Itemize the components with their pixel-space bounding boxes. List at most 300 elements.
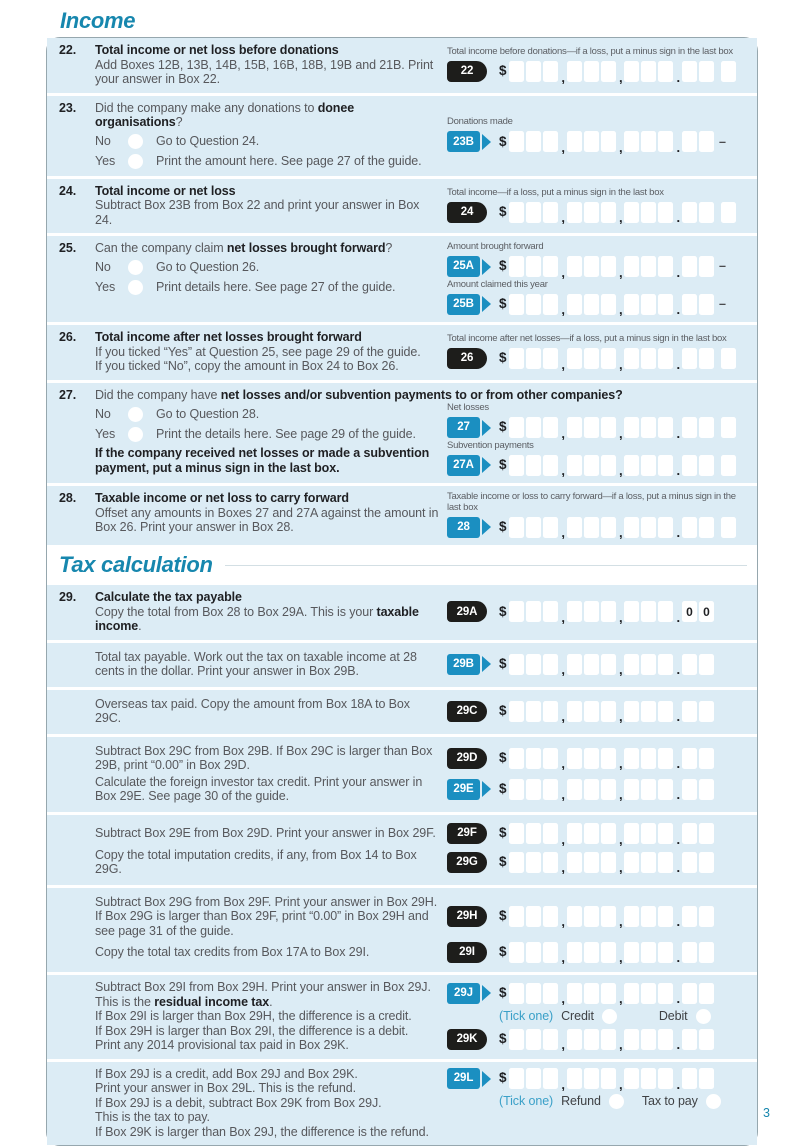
digit-box[interactable] [543, 131, 558, 152]
digit-box[interactable] [543, 779, 558, 800]
digit-box[interactable] [567, 748, 582, 769]
digit-box[interactable] [641, 654, 656, 675]
comma-separator: , [561, 860, 565, 875]
digit-box[interactable] [624, 131, 639, 152]
digit-box[interactable] [624, 942, 639, 963]
digit-box[interactable] [641, 131, 656, 152]
question-desc: Subtract Box 23B from Box 22 and print your answer in Box 24. [95, 198, 420, 227]
digit-box[interactable] [584, 701, 599, 722]
digit-box[interactable] [543, 455, 558, 476]
digit-box[interactable] [682, 348, 697, 369]
digit-box[interactable] [601, 1029, 616, 1050]
digit-box[interactable] [658, 1068, 673, 1089]
digit-box[interactable] [699, 852, 714, 873]
digit-box[interactable] [509, 294, 524, 315]
box-tag-27a: 27A [447, 455, 480, 476]
digit-box[interactable] [641, 256, 656, 277]
digit-box[interactable] [584, 256, 599, 277]
digit-box[interactable] [601, 942, 616, 963]
digit-box[interactable] [526, 455, 541, 476]
option-yes-text: Print details here. See page 27 of the guide. [156, 280, 396, 295]
digit-box[interactable] [567, 701, 582, 722]
digit-box[interactable] [584, 61, 599, 82]
digit-box[interactable] [526, 294, 541, 315]
digit-box[interactable] [624, 983, 639, 1004]
option-no-label: No [95, 260, 111, 275]
box-tag-29a: 29A [447, 601, 487, 622]
row-29f-29g [47, 815, 757, 885]
comma-separator: , [561, 264, 565, 280]
row-29b [47, 643, 757, 687]
decimal-point: . [676, 302, 680, 317]
digit-box[interactable] [601, 701, 616, 722]
question-title: Total income after net losses brought forward [95, 330, 362, 344]
digit-box[interactable] [699, 983, 714, 1004]
digit-box[interactable] [658, 983, 673, 1004]
digit-box[interactable] [509, 455, 524, 476]
digit-box[interactable] [699, 294, 714, 315]
digit-box[interactable] [543, 852, 558, 873]
digit-box[interactable] [682, 294, 697, 315]
digit-box[interactable] [526, 654, 541, 675]
digit-box[interactable] [658, 61, 673, 82]
comma-separator: , [618, 139, 623, 155]
checkbox-tax-to-pay[interactable] [706, 1094, 721, 1109]
checkbox-yes[interactable] [128, 427, 143, 442]
digit-box[interactable] [641, 601, 656, 622]
digit-box[interactable] [584, 823, 599, 844]
digit-box[interactable] [624, 601, 639, 622]
digit-box[interactable] [584, 131, 599, 152]
digit-box[interactable] [624, 701, 639, 722]
digit-box[interactable] [584, 779, 599, 800]
dollar-sign: $ [499, 603, 507, 619]
digit-box[interactable] [567, 417, 582, 438]
digit-box[interactable] [658, 1029, 673, 1050]
digit-box[interactable] [601, 294, 616, 315]
digit-box[interactable] [601, 202, 616, 223]
digit-box[interactable] [658, 823, 673, 844]
digit-box[interactable] [658, 654, 673, 675]
digit-box[interactable] [601, 983, 616, 1004]
digit-box[interactable] [601, 417, 616, 438]
digit-box[interactable] [682, 906, 697, 927]
option-yes [95, 426, 439, 442]
checkbox-no[interactable] [128, 134, 143, 149]
digit-box[interactable] [699, 131, 714, 152]
tax-heading-text: Tax calculation [59, 552, 213, 577]
comma-separator: , [618, 709, 623, 724]
digit-box[interactable] [624, 1029, 639, 1050]
minus-sign-box[interactable] [721, 455, 736, 476]
digit-box[interactable] [509, 823, 524, 844]
digit-box[interactable] [509, 701, 524, 722]
row-29j-29k [47, 975, 757, 1059]
option-no-label: No [95, 406, 111, 421]
digit-box[interactable] [624, 906, 639, 927]
minus-sign-box[interactable] [721, 202, 736, 223]
digit-box[interactable] [601, 601, 616, 622]
digit-box[interactable] [641, 906, 656, 927]
comma-separator: , [618, 787, 623, 802]
amount-row-29j [447, 982, 749, 1007]
digit-box[interactable] [526, 131, 541, 152]
digit-box[interactable] [584, 455, 599, 476]
digit-box[interactable] [543, 701, 558, 722]
amount-label: Amount brought forward [447, 241, 544, 252]
digit-box[interactable] [509, 61, 524, 82]
amount-label: Total income after net losses—if a loss, put a minus sign in the last box [447, 333, 727, 344]
checkbox-refund[interactable] [609, 1094, 624, 1109]
digit-box[interactable] [584, 748, 599, 769]
digit-box[interactable] [567, 779, 582, 800]
question-number: 29. [59, 590, 77, 604]
digit-box[interactable] [526, 517, 541, 538]
digit-box[interactable] [526, 983, 541, 1004]
digit-box[interactable] [543, 748, 558, 769]
digit-box[interactable] [526, 202, 541, 223]
digit-box[interactable] [658, 348, 673, 369]
arrow-right-icon [482, 420, 491, 436]
question-desc: If you ticked “Yes” at Question 25, see page 29 of the guide. [95, 344, 421, 359]
digit-box[interactable] [567, 348, 582, 369]
digit-box[interactable] [526, 417, 541, 438]
digit-box[interactable] [601, 823, 616, 844]
digit-box[interactable] [509, 852, 524, 873]
digit-box[interactable] [526, 256, 541, 277]
digit-box[interactable] [543, 348, 558, 369]
digit-box[interactable] [624, 748, 639, 769]
amount-row-29i [447, 941, 749, 963]
digit-box[interactable] [624, 294, 639, 315]
comma-separator: , [618, 609, 623, 625]
digit-box[interactable] [624, 779, 639, 800]
digit-box[interactable] [699, 906, 714, 927]
digit-box[interactable] [584, 852, 599, 873]
digit-box[interactable] [567, 823, 582, 844]
decimal-point: . [676, 139, 680, 155]
decimal-point: . [676, 463, 680, 478]
dollar-sign: $ [499, 655, 507, 671]
digit-box[interactable] [682, 256, 697, 277]
digit-box[interactable] [658, 779, 673, 800]
digit-box[interactable] [641, 1029, 656, 1050]
amount-label: Amount claimed this year [447, 278, 548, 290]
checkbox-no[interactable] [128, 407, 143, 422]
digit-box[interactable] [682, 131, 697, 152]
digit-box[interactable] [584, 517, 599, 538]
digit-box[interactable] [567, 983, 582, 1004]
dollar-sign: $ [499, 258, 507, 274]
digit-box[interactable] [624, 823, 639, 844]
question-26-row [47, 325, 757, 380]
digit-box[interactable] [601, 1068, 616, 1089]
digit-box[interactable] [699, 701, 714, 722]
digit-box[interactable] [658, 942, 673, 963]
digit-box[interactable] [624, 202, 639, 223]
digit-box[interactable] [682, 517, 697, 538]
checkbox-debit[interactable] [696, 1009, 711, 1024]
digit-box[interactable] [641, 417, 656, 438]
digit-box[interactable] [641, 455, 656, 476]
digit-box[interactable] [567, 601, 582, 622]
digit-box[interactable] [658, 455, 673, 476]
digit-box[interactable] [509, 779, 524, 800]
digit-box[interactable] [509, 906, 524, 927]
digit-box[interactable] [543, 823, 558, 844]
question-text: Can the company claim net losses brought forward? [95, 241, 393, 255]
digit-box[interactable] [601, 348, 616, 369]
digit-box[interactable] [682, 654, 697, 675]
digit-box[interactable] [641, 517, 656, 538]
digit-box[interactable] [641, 779, 656, 800]
digit-box[interactable] [641, 852, 656, 873]
digit-box[interactable]: 0 [699, 601, 714, 622]
amount-row-23b [447, 131, 749, 153]
digit-box[interactable] [543, 942, 558, 963]
question-desc: Add Boxes 12B, 13B, 14B, 15B, 16B, 18B, 19B and 21B. Print your answer in Box 22. [95, 57, 434, 86]
digit-box[interactable] [641, 701, 656, 722]
digit-box[interactable] [584, 294, 599, 315]
digit-box[interactable] [682, 852, 697, 873]
digit-box[interactable] [699, 256, 714, 277]
digit-box[interactable] [567, 906, 582, 927]
digit-box[interactable] [584, 654, 599, 675]
digit-box[interactable] [658, 701, 673, 722]
digit-box[interactable] [526, 61, 541, 82]
digit-box[interactable] [509, 256, 524, 277]
digit-box[interactable] [641, 61, 656, 82]
digit-box[interactable] [601, 852, 616, 873]
digit-box[interactable] [567, 942, 582, 963]
digit-box[interactable] [624, 455, 639, 476]
checkbox-yes[interactable] [128, 154, 143, 169]
digit-box[interactable] [699, 455, 714, 476]
digit-box[interactable] [526, 779, 541, 800]
digit-box[interactable] [658, 601, 673, 622]
digit-box[interactable] [682, 748, 697, 769]
digit-box[interactable] [699, 942, 714, 963]
digit-box[interactable] [699, 1029, 714, 1050]
digit-box[interactable] [682, 701, 697, 722]
digit-box[interactable] [699, 823, 714, 844]
digit-box[interactable] [526, 748, 541, 769]
digit-box[interactable] [601, 748, 616, 769]
arrow-right-icon [482, 457, 491, 473]
digit-box[interactable] [584, 942, 599, 963]
digit-box[interactable] [567, 131, 582, 152]
digit-box[interactable] [543, 256, 558, 277]
digit-box[interactable] [624, 654, 639, 675]
digit-box[interactable] [658, 906, 673, 927]
digit-box[interactable] [658, 202, 673, 223]
digit-box[interactable] [624, 1068, 639, 1089]
digit-box[interactable] [543, 654, 558, 675]
digit-box[interactable] [509, 417, 524, 438]
digit-box[interactable] [509, 983, 524, 1004]
digit-box[interactable] [658, 256, 673, 277]
digit-box[interactable] [526, 601, 541, 622]
digit-box[interactable] [699, 417, 714, 438]
digit-box[interactable] [624, 852, 639, 873]
digit-box[interactable] [658, 294, 673, 315]
checkbox-no[interactable] [128, 260, 143, 275]
digit-box[interactable] [682, 779, 697, 800]
digit-box[interactable] [682, 942, 697, 963]
amount-label: Donations made [447, 116, 513, 128]
digit-box[interactable] [641, 202, 656, 223]
digit-box[interactable] [509, 348, 524, 369]
digit-box[interactable] [601, 256, 616, 277]
digit-box[interactable] [584, 1029, 599, 1050]
minus-sign-box[interactable] [721, 517, 736, 538]
box-tag-27: 27 [447, 417, 480, 438]
digit-box[interactable] [624, 517, 639, 538]
digit-box[interactable] [526, 701, 541, 722]
digit-box[interactable] [543, 202, 558, 223]
digit-box[interactable] [509, 131, 524, 152]
digit-box[interactable] [682, 61, 697, 82]
dollar-sign: $ [499, 943, 507, 959]
digit-box[interactable] [601, 779, 616, 800]
digit-box[interactable] [658, 417, 673, 438]
digit-box[interactable] [567, 256, 582, 277]
digit-box[interactable] [526, 1068, 541, 1089]
question-text: Did the company have net losses and/or subvention payments to or from other companies? [95, 387, 623, 402]
digit-box[interactable] [699, 202, 714, 223]
digit-box[interactable] [641, 748, 656, 769]
digit-box[interactable] [584, 348, 599, 369]
digit-box[interactable] [543, 1068, 558, 1089]
digit-box[interactable] [567, 455, 582, 476]
arrow-right-icon [482, 656, 491, 672]
option-no [95, 260, 439, 276]
digit-box[interactable] [509, 748, 524, 769]
row-text: Overseas tax paid. Copy the amount from Box 18A to Box 29C. [95, 696, 410, 725]
digit-box[interactable] [526, 852, 541, 873]
amount-label: Taxable income or loss to carry forward—if a loss, put a minus sign in the last box [447, 491, 736, 513]
digit-box[interactable] [567, 294, 582, 315]
digit-box[interactable] [509, 202, 524, 223]
digit-box[interactable] [601, 61, 616, 82]
digit-box[interactable] [641, 294, 656, 315]
digit-box[interactable] [658, 748, 673, 769]
digit-box[interactable] [584, 202, 599, 223]
checkbox-credit[interactable] [602, 1009, 617, 1024]
digit-box[interactable] [509, 654, 524, 675]
option-no [95, 406, 439, 422]
digit-box[interactable] [682, 202, 697, 223]
digit-box[interactable] [526, 1029, 541, 1050]
digit-box[interactable] [699, 517, 714, 538]
digit-box[interactable] [641, 942, 656, 963]
digit-box[interactable] [509, 942, 524, 963]
digit-box[interactable] [658, 852, 673, 873]
digit-box[interactable] [682, 1068, 697, 1089]
digit-box[interactable] [682, 455, 697, 476]
digit-box[interactable] [584, 601, 599, 622]
digit-box[interactable] [543, 983, 558, 1004]
digit-box[interactable] [641, 983, 656, 1004]
digit-box[interactable] [567, 202, 582, 223]
digit-box[interactable] [658, 517, 673, 538]
checkbox-yes[interactable] [128, 280, 143, 295]
digit-box[interactable] [699, 1068, 714, 1089]
digit-box[interactable] [584, 417, 599, 438]
digit-box[interactable] [624, 256, 639, 277]
digit-box[interactable] [584, 983, 599, 1004]
digit-box[interactable] [699, 348, 714, 369]
digit-box[interactable] [682, 417, 697, 438]
digit-box[interactable] [543, 417, 558, 438]
digit-box[interactable] [526, 348, 541, 369]
digit-box[interactable] [699, 61, 714, 82]
decimal-point: . [676, 210, 680, 225]
tick-one-label: (Tick one) [499, 1009, 554, 1023]
digit-box[interactable] [567, 1068, 582, 1089]
digit-box[interactable] [699, 779, 714, 800]
digit-box[interactable] [624, 348, 639, 369]
digit-box[interactable] [567, 61, 582, 82]
digit-box[interactable] [584, 1068, 599, 1089]
digit-box[interactable] [509, 601, 524, 622]
digit-box[interactable] [543, 517, 558, 538]
decimal-point: . [676, 69, 680, 85]
digit-box[interactable] [624, 417, 639, 438]
digit-box[interactable] [699, 748, 714, 769]
digit-box[interactable] [682, 983, 697, 1004]
minus-sign-box[interactable] [721, 61, 736, 82]
minus-sign-box[interactable] [721, 417, 736, 438]
digit-box[interactable] [543, 1029, 558, 1050]
digit-box[interactable] [567, 852, 582, 873]
digit-box[interactable] [526, 906, 541, 927]
digit-box[interactable] [543, 601, 558, 622]
digit-box[interactable] [601, 455, 616, 476]
digit-box[interactable] [567, 654, 582, 675]
question-29-row [47, 585, 757, 640]
digit-box[interactable] [567, 1029, 582, 1050]
digit-box[interactable] [509, 517, 524, 538]
digit-box[interactable] [641, 348, 656, 369]
digit-box[interactable] [601, 906, 616, 927]
digit-box[interactable] [699, 654, 714, 675]
digit-box[interactable] [584, 906, 599, 927]
digit-box[interactable] [509, 1068, 524, 1089]
digit-box[interactable] [601, 131, 616, 152]
digit-box[interactable] [543, 61, 558, 82]
digit-box[interactable] [682, 823, 697, 844]
digit-box[interactable] [682, 1029, 697, 1050]
digit-box[interactable] [601, 654, 616, 675]
digit-box[interactable] [543, 294, 558, 315]
digit-box[interactable] [658, 131, 673, 152]
digit-box[interactable] [509, 1029, 524, 1050]
minus-sign-box[interactable] [721, 348, 736, 369]
digit-box[interactable] [641, 823, 656, 844]
digit-box[interactable] [624, 61, 639, 82]
digit-box[interactable]: 0 [682, 601, 697, 622]
digit-box[interactable] [641, 1068, 656, 1089]
digit-box[interactable] [567, 517, 582, 538]
decimal-point: . [676, 264, 680, 280]
digit-box[interactable] [543, 906, 558, 927]
digit-box[interactable] [526, 942, 541, 963]
comma-separator: , [561, 1076, 565, 1092]
question-number: 23. [59, 100, 77, 115]
digit-box[interactable] [526, 823, 541, 844]
digit-box[interactable] [601, 517, 616, 538]
